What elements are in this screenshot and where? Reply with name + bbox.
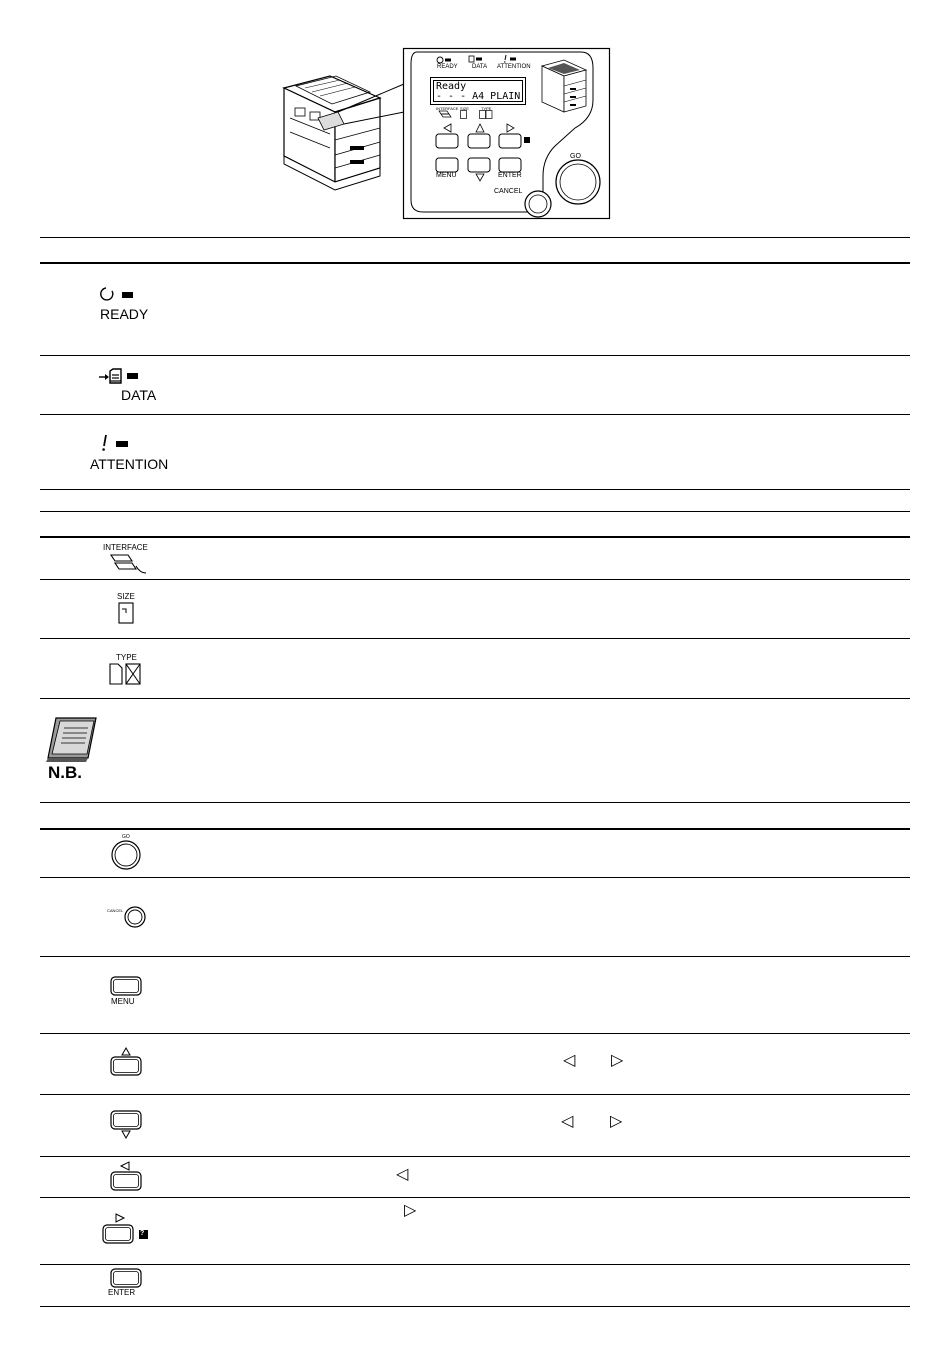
- left-row-left-arrow-icon: ◁: [396, 1166, 409, 1183]
- lcd-line-2: - - - A4 PLAIN: [436, 91, 521, 102]
- size-icon-label: SIZE: [117, 592, 135, 601]
- type-icon-label: TYPE: [116, 653, 137, 662]
- go-key-label: GO: [122, 834, 130, 840]
- ready-lamp-label: READY: [437, 64, 458, 70]
- menu-key-icon: [110, 976, 144, 998]
- ready-indicator-label: READY: [100, 306, 149, 322]
- help-icon: ?: [140, 1230, 145, 1237]
- rule-data: [40, 414, 910, 415]
- rule-cancel: [40, 956, 910, 957]
- up-row-left-arrow-icon: ◁: [563, 1052, 576, 1069]
- rule-attention: [40, 489, 910, 490]
- data-indicator-icon: [97, 366, 147, 386]
- rule-enter: [40, 1306, 910, 1307]
- left-key-icon: [110, 1161, 144, 1193]
- down-row-left-arrow-icon: ◁: [561, 1113, 574, 1130]
- menu-key-label: MENU: [111, 997, 135, 1006]
- rule-type: [40, 698, 910, 699]
- interface-icon: [110, 553, 154, 575]
- enter-key-label: ENTER: [108, 1288, 136, 1297]
- lcd-type-label: TYPE: [481, 106, 492, 111]
- rule-display-header: [40, 536, 910, 538]
- right-row-right-arrow-icon: ▷: [404, 1202, 417, 1219]
- rule-interface: [40, 579, 910, 580]
- rule-left: [40, 1197, 910, 1198]
- lcd-display: [430, 77, 526, 105]
- up-key-icon: [110, 1047, 144, 1079]
- data-lamp-label: DATA: [472, 64, 488, 70]
- rule-keys-header: [40, 828, 910, 830]
- rule-keys-top: [40, 802, 910, 803]
- ready-indicator-icon: [100, 287, 140, 303]
- callout-enter-label: ENTER: [498, 172, 522, 179]
- attention-lamp-label: ATTENTION: [497, 64, 531, 70]
- interface-icon-label: INTERFACE: [103, 543, 148, 552]
- up-row-right-arrow-icon: ▷: [611, 1052, 624, 1069]
- rule-down: [40, 1156, 910, 1157]
- rule-menu: [40, 1033, 910, 1034]
- rule-right: [40, 1264, 910, 1265]
- rule-display-top: [40, 511, 910, 512]
- attention-indicator-label: ATTENTION: [90, 456, 169, 472]
- rule-indicators-header: [40, 262, 910, 264]
- go-key-icon: [111, 840, 141, 870]
- enter-key-icon: [110, 1268, 144, 1290]
- size-icon: [118, 602, 138, 626]
- rule-indicators-top: [40, 237, 910, 238]
- attention-indicator-icon: [100, 434, 140, 452]
- lcd-interface-icon: [438, 110, 452, 118]
- type-icon: [109, 663, 143, 687]
- down-row-right-arrow-icon: ▷: [610, 1113, 623, 1130]
- callout-go-label: GO: [570, 153, 581, 160]
- data-indicator-label: DATA: [121, 387, 157, 403]
- rule-up: [40, 1094, 910, 1095]
- note-label: N.B.: [48, 763, 82, 782]
- callout-menu-label: MENU: [436, 172, 457, 179]
- callout-cancel-label: CANCEL: [494, 188, 523, 195]
- note-book-icon: [44, 716, 100, 762]
- lcd-size-label: SIZE: [460, 106, 469, 111]
- lcd-interface-label: INTERFACE: [436, 106, 459, 111]
- down-key-icon: [110, 1110, 144, 1142]
- rule-ready: [40, 355, 910, 356]
- mini-printer-icon: [534, 60, 594, 116]
- rule-size: [40, 638, 910, 639]
- cancel-key-icon: [124, 905, 148, 929]
- rule-go: [40, 877, 910, 878]
- cancel-key-label: CANCEL: [107, 908, 124, 913]
- lcd-line-1: Ready: [436, 81, 467, 92]
